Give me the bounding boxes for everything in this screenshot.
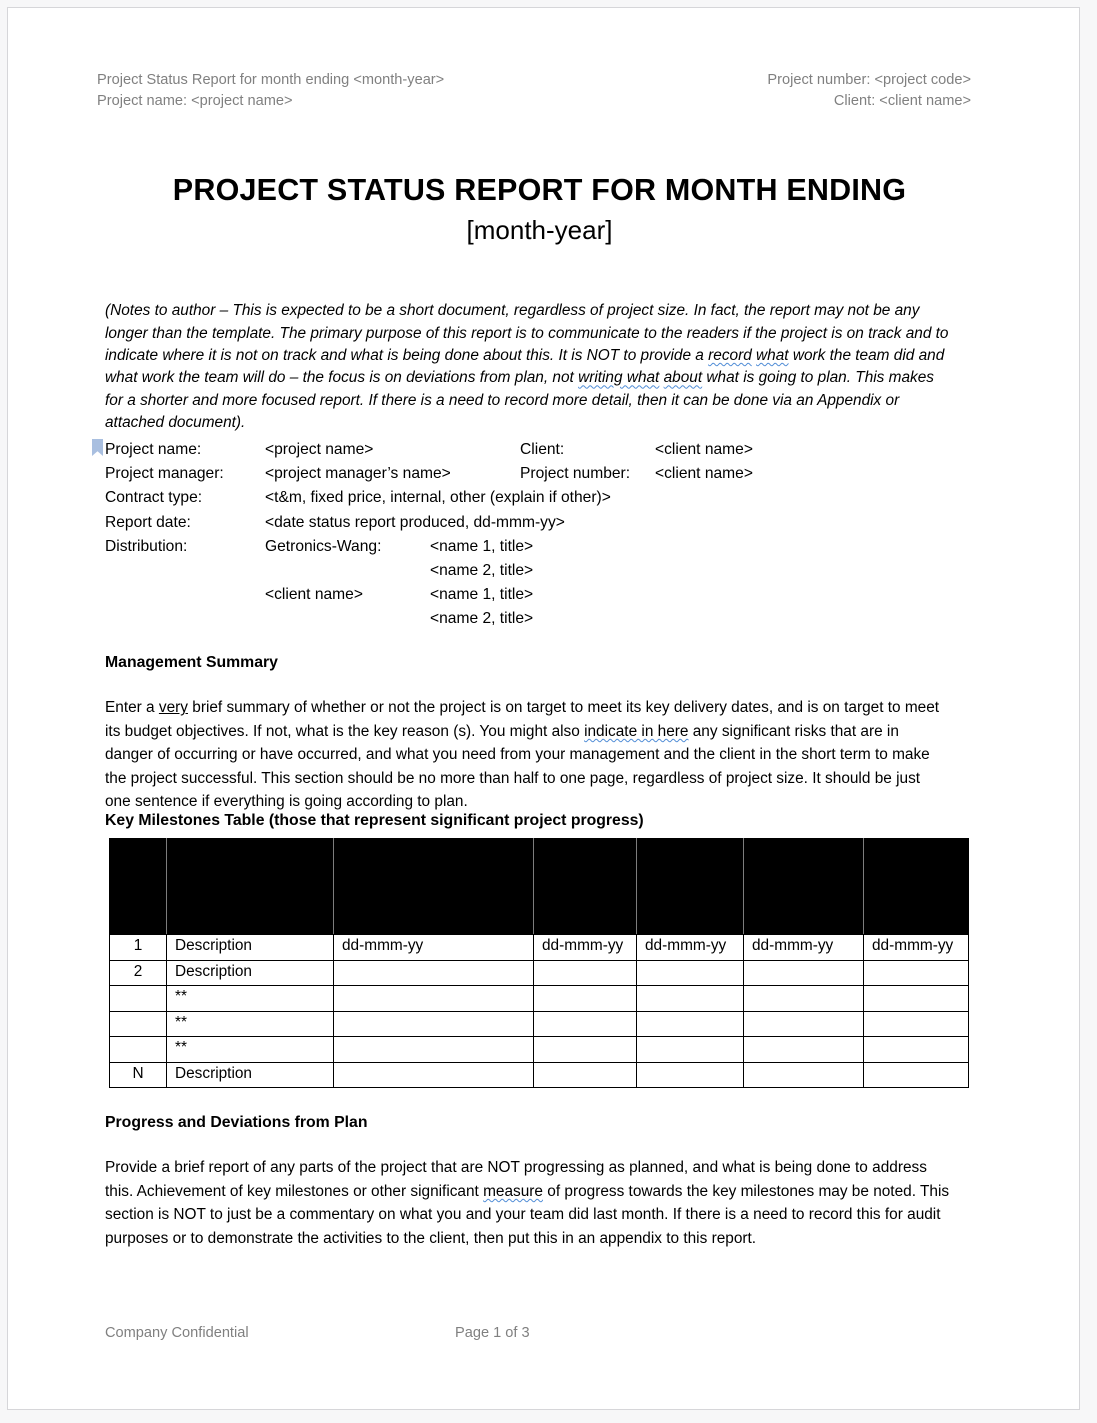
mgmt-underlined-very: very — [158, 699, 188, 717]
info-row-project-name — [105, 438, 985, 462]
cell-row6-col6 — [744, 1062, 864, 1088]
cell-row6-col1: N — [110, 1062, 167, 1088]
cell-row2-col6 — [744, 960, 864, 986]
document-running-header — [97, 70, 971, 112]
page-subtitle: [month-year] — [466, 215, 613, 245]
cell-row6-col2: Description — [167, 1062, 334, 1088]
cell-row2-col5 — [637, 960, 744, 986]
cell-row2-col7 — [864, 960, 969, 986]
cell-row2-col2: Description — [167, 960, 334, 986]
cell-row1-col3: dd-mmm-yy — [334, 935, 534, 961]
progress-seg-1: Provide a brief report of any parts of the project that are NOT progressing as planned, and what is being done to address this. Achievement of key milestones or other significant — [105, 1159, 927, 1200]
info-row-distribution-3 — [105, 583, 985, 607]
value-report-date: <date status report produced, dd-mmm-yy> — [265, 513, 565, 531]
footer-row — [105, 1323, 979, 1343]
header-client: Client: <client name> — [833, 93, 971, 109]
cell-row1-col6: dd-mmm-yy — [744, 935, 864, 961]
cell-row2-col3 — [334, 960, 534, 986]
bookmark-icon — [92, 439, 103, 456]
cell-row5-col3 — [334, 1037, 534, 1063]
table-row — [110, 1062, 969, 1088]
cell-row4-col4 — [534, 1011, 637, 1037]
cell-row6-col5 — [637, 1062, 744, 1088]
milestones-header-cell-5 — [637, 839, 744, 935]
header-row-1 — [97, 70, 971, 91]
cell-row6-col3 — [334, 1062, 534, 1088]
mgmt-seg-2: brief summary of whether or not the project is on target to meet its key delivery dates, and is on target to meet its budget objectives. If not, what is the key reason (s). You might also — [105, 699, 940, 740]
cell-row1-col2: Description — [167, 935, 334, 961]
label-distribution: Distribution: — [105, 537, 188, 555]
cell-row1-col1: 1 — [110, 935, 167, 961]
milestones-header-row — [110, 839, 969, 935]
heading-management-summary: Management Summary — [105, 654, 278, 671]
notes-to-author-paragraph — [105, 300, 950, 434]
milestones-header-cell-1 — [110, 839, 167, 935]
notes-squiggle-record: record — [708, 346, 752, 364]
label-project-number: Project number: — [520, 465, 631, 483]
page-title-block — [97, 171, 982, 248]
milestones-header-cell-7 — [864, 839, 969, 935]
cell-row4-col6 — [744, 1011, 864, 1037]
cell-row4-col1 — [110, 1011, 167, 1037]
progress-seg-2: of progress towards the key milestones may be noted. This section is NOT to just be a commentary on what you and your team did last month. If there is a need to record this for audit purposes or to demonstrate the activities to the client, then put this in an appendix to this report. — [105, 1182, 950, 1247]
notes-seg-3: work the team did and what work the team will do – the focus is on deviations from plan, not — [105, 346, 945, 387]
distribution-org-1: Getronics-Wang: — [265, 537, 382, 555]
cell-row2-col1: 2 — [110, 960, 167, 986]
notes-seg-5: what is going to plan. This makes for a shorter and more focused report. If there is a need to record more detail, then it can be done via an Appendix or attached document). — [105, 369, 934, 431]
distribution-name-4: <name 2, title> — [430, 610, 534, 628]
header-project-number: Project number: <project code> — [767, 72, 971, 88]
cell-row3-col4 — [534, 986, 637, 1012]
header-row-2 — [97, 91, 971, 112]
mgmt-seg-1: Enter a — [105, 699, 159, 717]
document-page — [7, 7, 1080, 1410]
label-contract-type: Contract type: — [105, 489, 203, 507]
label-project-manager: Project manager: — [105, 465, 224, 483]
header-report-title: Project Status Report for month ending <month-year> — [97, 72, 445, 88]
cell-row1-col5: dd-mmm-yy — [637, 935, 744, 961]
cell-row4-col7 — [864, 1011, 969, 1037]
cell-row1-col4: dd-mmm-yy — [534, 935, 637, 961]
cell-row5-col7 — [864, 1037, 969, 1063]
distribution-name-3: <name 1, title> — [430, 586, 534, 604]
header-project-name: Project name: <project name> — [97, 93, 293, 109]
value-project-manager: <project manager’s name> — [265, 465, 451, 483]
label-client: Client: — [520, 441, 565, 458]
paragraph-management-summary — [105, 696, 948, 813]
cell-row3-col7 — [864, 986, 969, 1012]
key-milestones-table — [109, 838, 969, 1088]
milestones-header-cell-4 — [534, 839, 637, 935]
distribution-name-1: <name 1, title> — [430, 537, 534, 555]
cell-row4-col5 — [637, 1011, 744, 1037]
cell-row3-col5 — [637, 986, 744, 1012]
milestones-table-body — [110, 935, 969, 1088]
value-contract-type: <t&m, fixed price, internal, other (explain if other)> — [265, 489, 611, 507]
footer-confidentiality: Company Confidential — [105, 1325, 249, 1341]
label-project-name: Project name: — [105, 441, 202, 458]
cell-row3-col1 — [110, 986, 167, 1012]
table-row — [110, 960, 969, 986]
cell-row3-col6 — [744, 986, 864, 1012]
info-row-project-manager — [105, 462, 985, 486]
cell-row5-col4 — [534, 1037, 637, 1063]
document-running-footer — [105, 1323, 979, 1343]
info-row-distribution-2 — [105, 559, 985, 583]
page-title: PROJECT STATUS REPORT FOR MONTH ENDING — [172, 173, 907, 207]
cell-row5-col1 — [110, 1037, 167, 1063]
info-row-distribution-1 — [105, 535, 985, 559]
table-row — [110, 1037, 969, 1063]
milestones-header-cell-3 — [334, 839, 534, 935]
distribution-name-2: <name 2, title> — [430, 561, 534, 579]
milestones-header-cell-6 — [744, 839, 864, 935]
value-client: <client name> — [655, 441, 753, 458]
cell-row1-col7: dd-mmm-yy — [864, 935, 969, 961]
cell-row5-col6 — [744, 1037, 864, 1063]
table-row — [110, 935, 969, 961]
project-info-block — [105, 438, 985, 632]
progress-squiggle-measure: measure — [483, 1182, 543, 1200]
info-row-distribution-4 — [105, 607, 985, 631]
cell-row5-col2: ** — [167, 1037, 334, 1063]
info-row-report-date — [105, 511, 985, 535]
cell-row6-col4 — [534, 1062, 637, 1088]
milestones-header-cell-2 — [167, 839, 334, 935]
footer-page-number: Page 1 of 3 — [455, 1325, 530, 1341]
notes-squiggle-about: about — [663, 369, 703, 387]
notes-seg-1: (Notes to author – This is expected to be a short document, regardless of project size. In fact, the report may not be any longer than the template. The primary purpose of this report is to communicate to the readers if the project is on track and to indicate where it is not on track and what is being done about this. It is NOT to provide a — [105, 302, 949, 364]
cell-row4-col3 — [334, 1011, 534, 1037]
cell-row6-col7 — [864, 1062, 969, 1088]
milestones-table-head — [110, 839, 969, 935]
heading-progress-deviations: Progress and Deviations from Plan — [105, 1114, 368, 1131]
mgmt-squiggle-indicate-in-here: indicate in here — [584, 722, 689, 740]
cell-row2-col4 — [534, 960, 637, 986]
cell-row5-col5 — [637, 1037, 744, 1063]
table-row — [110, 1011, 969, 1037]
value-project-name: <project name> — [265, 441, 374, 458]
value-project-number: <client name> — [655, 465, 753, 483]
notes-squiggle-writing-what: writing what — [578, 369, 660, 387]
paragraph-progress-deviations — [105, 1156, 950, 1250]
cell-row4-col2: ** — [167, 1011, 334, 1037]
page-content — [8, 8, 1079, 1409]
info-row-contract-type — [105, 486, 985, 510]
mgmt-seg-3: any significant risks that are in danger of occurring or have occurred, and what you need from your management and the client in the short term to make the project successful. This section should be no more than half to one page, regardless of project size. It should be just one sentence if everything is going according to plan. — [105, 722, 930, 811]
cell-row3-col2: ** — [167, 986, 334, 1012]
table-row — [110, 986, 969, 1012]
heading-key-milestones-table: Key Milestones Table (those that represent significant project progress) — [105, 812, 644, 829]
distribution-org-3: <client name> — [265, 586, 363, 604]
notes-squiggle-what: what — [756, 346, 789, 364]
label-report-date: Report date: — [105, 513, 191, 531]
cell-row3-col3 — [334, 986, 534, 1012]
